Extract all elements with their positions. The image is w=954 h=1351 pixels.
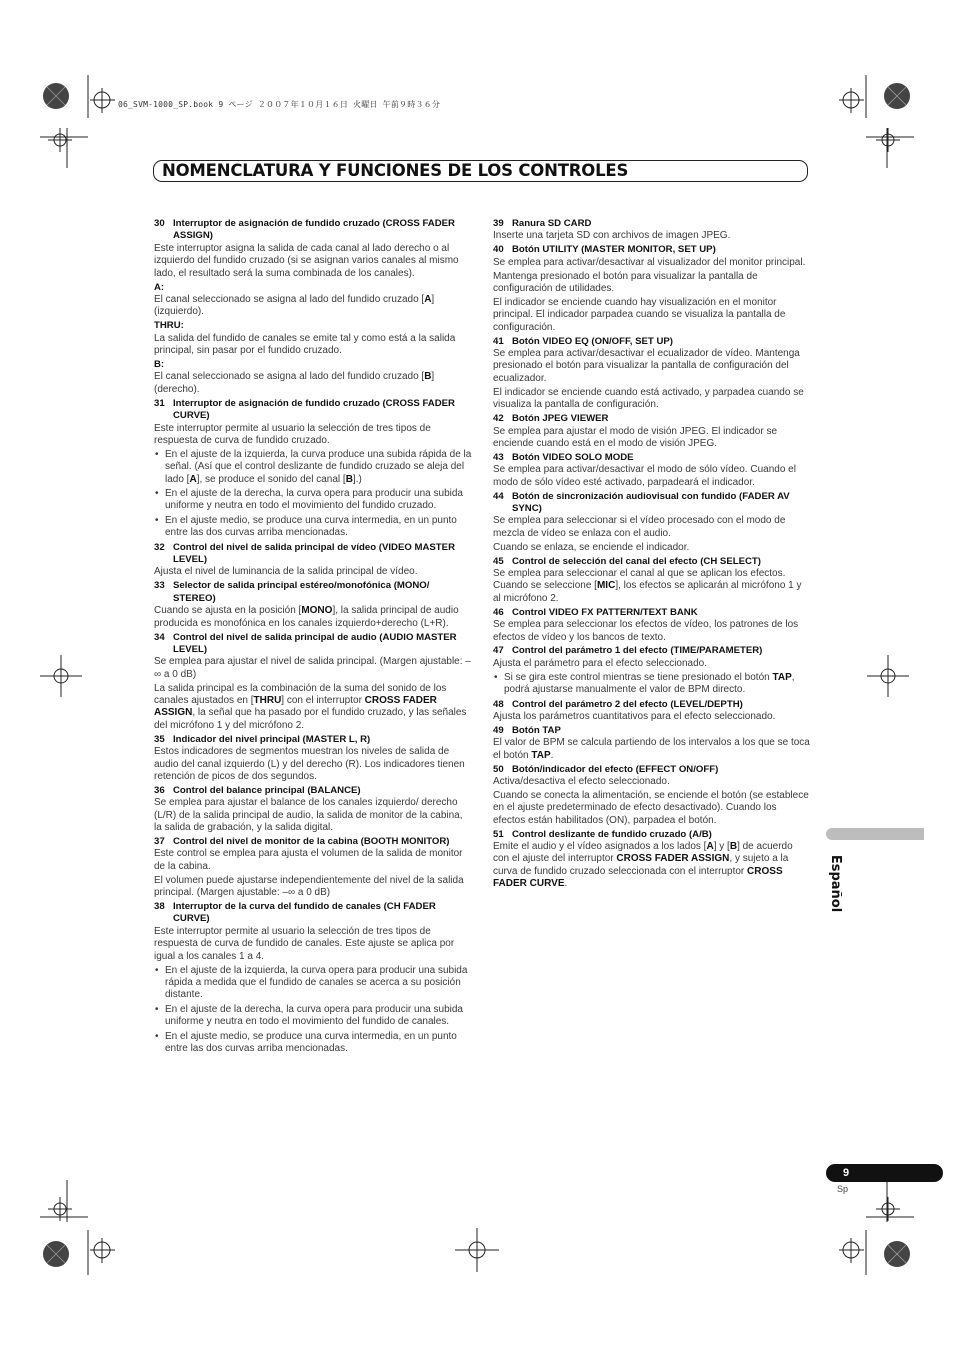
item-50: [493, 764, 811, 828]
item-heading: 41 Botón VIDEO EQ (ON/OFF, SET UP): [493, 335, 673, 347]
option-label: B:: [154, 358, 165, 370]
item-44: [493, 491, 811, 555]
item-heading: 31 Interruptor de asignación de fundido cruzado (CROSS FADER CURVE): [154, 397, 455, 422]
item-text: Se emplea para activar/desactivar al visualizador del monitor principal.: [493, 256, 806, 268]
item-47: [493, 645, 811, 696]
item-text: Cuando se conecta la alimentación, se enciende el botón (se establece en el ajuste predeterminado de efecto desactivado). Cuando los efectos están habilitados (ON), parpadea el botón.: [493, 789, 809, 826]
list-item: • En el ajuste de la izquierda, la curva opera para producir una subida rápida a medida que el fundido de canales se acerca a su posición distante.: [154, 965, 472, 1002]
item-text: Mantenga presionado el botón para visualizar la pantalla de configuración de utilidades.: [493, 270, 758, 295]
item-text: Ajusta el nivel de luminancia de la salida principal de vídeo.: [154, 566, 418, 578]
item-text: Este control se emplea para ajusta el volumen de la salida de monitor de la cabina.: [154, 848, 463, 872]
item-text: El indicador se enciende cuando está activado, y parpadea cuando se visualiza la pantalla de configuración.: [493, 386, 804, 411]
print-info: 06_SVM-1000_SP.book 9 ページ ２００７年１０月１６日 火曜日 午前９時３６分: [118, 100, 441, 109]
item-text: Se emplea para ajustar el nivel de salida principal. (Margen ajustable: –∞ a 0 dB): [154, 656, 471, 680]
item-text: Se emplea para ajustar el balance de los canales izquierdo/ derecho (L/R) de la salida principal de audio, la salida de monitor de la cabina, la salida de grabación, y la salida digital.: [154, 797, 463, 834]
language-tab-bar: [826, 828, 924, 840]
list-item: • En el ajuste de la derecha, la curva opera para producir una subida uniforme y neutra en todo el movimiento del fundido cruzado.: [154, 488, 472, 513]
page-language-code: Sp: [837, 1184, 849, 1194]
item-43: [493, 452, 811, 489]
item-heading: 30 Interruptor de asignación de fundido cruzado (CROSS FADER ASSIGN): [154, 218, 455, 242]
item-text: Inserte una tarjeta SD con archivos de imagen JPEG.: [493, 230, 731, 242]
item-heading: 48 Control del parámetro 2 del efecto (LEVEL/DEPTH): [493, 698, 743, 710]
item-35: [154, 734, 472, 784]
item-text: El canal seleccionado se asigna al lado del fundido cruzado [A] (izquierdo).: [154, 293, 435, 318]
list-item: • En el ajuste de la izquierda, la curva produce una subida rápida de la señal. (Así que el control deslizante de fundido cruzado se aleja del lado [A], se produce el sonido del canal [B].): [154, 449, 472, 486]
item-heading: 42 Botón JPEG VIEWER: [493, 413, 609, 425]
left-column: [154, 218, 472, 1057]
item-text: Se emplea para activar/desactivar el ecualizador de vídeo. Mantenga presionado el botón para visualizar la pantalla de configuración del ecualizador.: [493, 348, 800, 384]
item-40: [493, 244, 811, 334]
item-text: El canal seleccionado se asigna al lado del fundido cruzado [B] (derecho).: [154, 371, 435, 395]
item-text: La salida principal es la combinación de la suma del sonido de los canales ajustados en [THRU] con el interruptor CROSS FADER ASSIGN, la señal que ha pasado por el fundido cruzado, y las señales del micrófono 1 y del micrófono 2.: [154, 682, 467, 731]
item-text: El indicador se enciende cuando hay visualización en el monitor principal. El indicador parpadea cuando se visualiza la pantalla de configuración.: [493, 296, 786, 333]
item-text: Ajusta el parámetro para el efecto seleccionado.: [493, 657, 708, 669]
bullet-list: [154, 449, 472, 540]
option-label: A:: [154, 281, 165, 293]
bullet-list: [154, 965, 472, 1056]
item-38: [154, 901, 472, 1055]
list-item: • Si se gira este control mientras se tiene presionado el botón TAP, podrá ajustarse manualmente el valor de BPM directo.: [493, 672, 811, 697]
bullet-list: [493, 672, 811, 697]
item-text: Cuando se ajusta en la posición [MONO], la salida principal de audio producida es monofónica en los canales izquierdo+derecho (L+R).: [154, 605, 459, 629]
item-34: [154, 632, 472, 733]
item-42: [493, 413, 811, 450]
item-text: Este interruptor permite al usuario la selección de tres tipos de respuesta de curva de fundido de canales. Este ajuste se aplica por igual a los canales 1 a 4.: [154, 925, 455, 962]
item-text: Se emplea para activar/desactivar el modo de sólo vídeo. Cuando el modo de sólo vídeo esté activado, parpadeará el indicador.: [493, 464, 796, 488]
page-title: NOMENCLATURA Y FUNCIONES DE LOS CONTROLES: [162, 161, 629, 180]
language-label: Español: [828, 854, 844, 913]
list-item: • En el ajuste medio, se produce una curva intermedia, en un punto entre las dos curvas arriba mencionadas.: [154, 1031, 472, 1056]
item-heading: 34 Control del nivel de salida principal de audio (AUDIO MASTER LEVEL): [154, 631, 457, 655]
page-number: 9: [842, 1167, 850, 1179]
item-text: Este interruptor permite al usuario la selección de tres tipos de respuesta de curva de fundido cruzado.: [154, 422, 431, 446]
item-heading: 45 Control de selección del canal del efecto (CH SELECT): [493, 555, 761, 567]
item-49: [493, 725, 811, 762]
item-text: Se emplea para seleccionar si el vídeo procesado con el modo de mezcla de vídeo se enlaza con el audio.: [493, 515, 786, 539]
item-heading: 38 Interruptor de la curva del fundido de canales (CH FADER CURVE): [154, 901, 436, 925]
item-heading: 43 Botón VIDEO SOLO MODE: [493, 451, 634, 463]
item-text: Emite el audio y el vídeo asignados a los lados [A] y [B] de acuerdo con el ajuste del interruptor CROSS FADER ASSIGN, y sujeto a la curva de fundido cruzado seleccionada con el interruptor CROSS FADER CURVE.: [493, 841, 793, 890]
item-text: Este interruptor asigna la salida de cada canal al lado derecho o al izquierdo del fundido cruzado (si se asignan varios canales al mismo lado, el resultado será la suma combinada de los canales).: [154, 242, 459, 279]
item-text: Cuando se enlaza, se enciende el indicador.: [493, 541, 690, 553]
item-heading: 47 Control del parámetro 1 del efecto (TIME/PARAMETER): [493, 645, 763, 657]
item-heading: 40 Botón UTILITY (MASTER MONITOR, SET UP): [493, 244, 716, 256]
item-text: La salida del fundido de canales se emite tal y como está a la salida principal, sin pasar por el fundido cruzado.: [154, 332, 456, 357]
item-41: [493, 336, 811, 412]
item-heading: 44 Botón de sincronización audiovisual con fundido (FADER AV SYNC): [493, 490, 790, 514]
item-text: Se emplea para seleccionar los efectos de vídeo, los patrones de los efectos de vídeo y los bancos de texto.: [493, 619, 799, 643]
item-text: Estos indicadores de segmentos muestran los niveles de salida de audio del canal izquierdo (L) y del derecho (R). Los indicadores tienen retención de picos de dos segundos.: [154, 746, 465, 782]
item-30: [154, 218, 472, 396]
item-heading: 37 Control del nivel de monitor de la cabina (BOOTH MONITOR): [154, 836, 450, 847]
item-text: Se emplea para ajustar el modo de visión JPEG. El indicador se enciende cuando está en el modo de visión JPEG.: [493, 425, 778, 449]
item-text: El volumen puede ajustarse independientemente del nivel de la salida principal. (Margen ajustable: –∞ a 0 dB): [154, 874, 464, 899]
item-48: [493, 699, 811, 724]
item-37: [154, 836, 472, 900]
item-heading: 36 Control del balance principal (BALANCE): [154, 784, 361, 796]
list-item: • En el ajuste medio, se produce una curva intermedia, en un punto entre las dos curvas arriba mencionadas.: [154, 515, 472, 540]
item-39: [493, 218, 811, 243]
item-heading: 35 Indicador del nivel principal (MASTER L, R): [154, 733, 371, 745]
item-text: Se emplea para seleccionar el canal al que se aplican los efectos. Cuando se seleccione [MIC], los efectos se aplicarán al micrófono 1 y al micrófono 2.: [493, 567, 802, 604]
item-heading: 49 Botón TAP: [493, 724, 561, 736]
item-text: El valor de BPM se calcula partiendo de los intervalos a los que se toca el botón TAP.: [493, 737, 810, 761]
item-heading: 50 Botón/indicador del efecto (EFFECT ON/OFF): [493, 763, 719, 775]
item-text: Ajusta los parámetros cuantitativos para el efecto seleccionado.: [493, 710, 776, 722]
item-32: [154, 542, 472, 579]
item-33: [154, 580, 472, 630]
option-label: THRU:: [154, 320, 184, 332]
list-item: • En el ajuste de la derecha, la curva opera para producir una subida uniforme y neutra en todo el movimiento del fundido de canales.: [154, 1004, 472, 1029]
item-heading: 33 Selector de salida principal estéreo/monofónica (MONO/ STEREO): [154, 580, 430, 604]
item-text: Activa/desactiva el efecto seleccionado.: [493, 775, 670, 787]
item-51: [493, 829, 811, 891]
item-heading: 39 Ranura SD CARD: [493, 218, 592, 229]
item-heading: 51 Control deslizante de fundido cruzado (A/B): [493, 828, 712, 840]
right-column: [493, 218, 811, 892]
item-31: [154, 398, 472, 540]
item-45: [493, 556, 811, 606]
item-46: [493, 607, 811, 644]
item-heading: 32 Control del nivel de salida principal de vídeo (VIDEO MASTER LEVEL): [154, 541, 455, 566]
item-36: [154, 785, 472, 835]
item-heading: 46 Control VIDEO FX PATTERN/TEXT BANK: [493, 606, 698, 618]
